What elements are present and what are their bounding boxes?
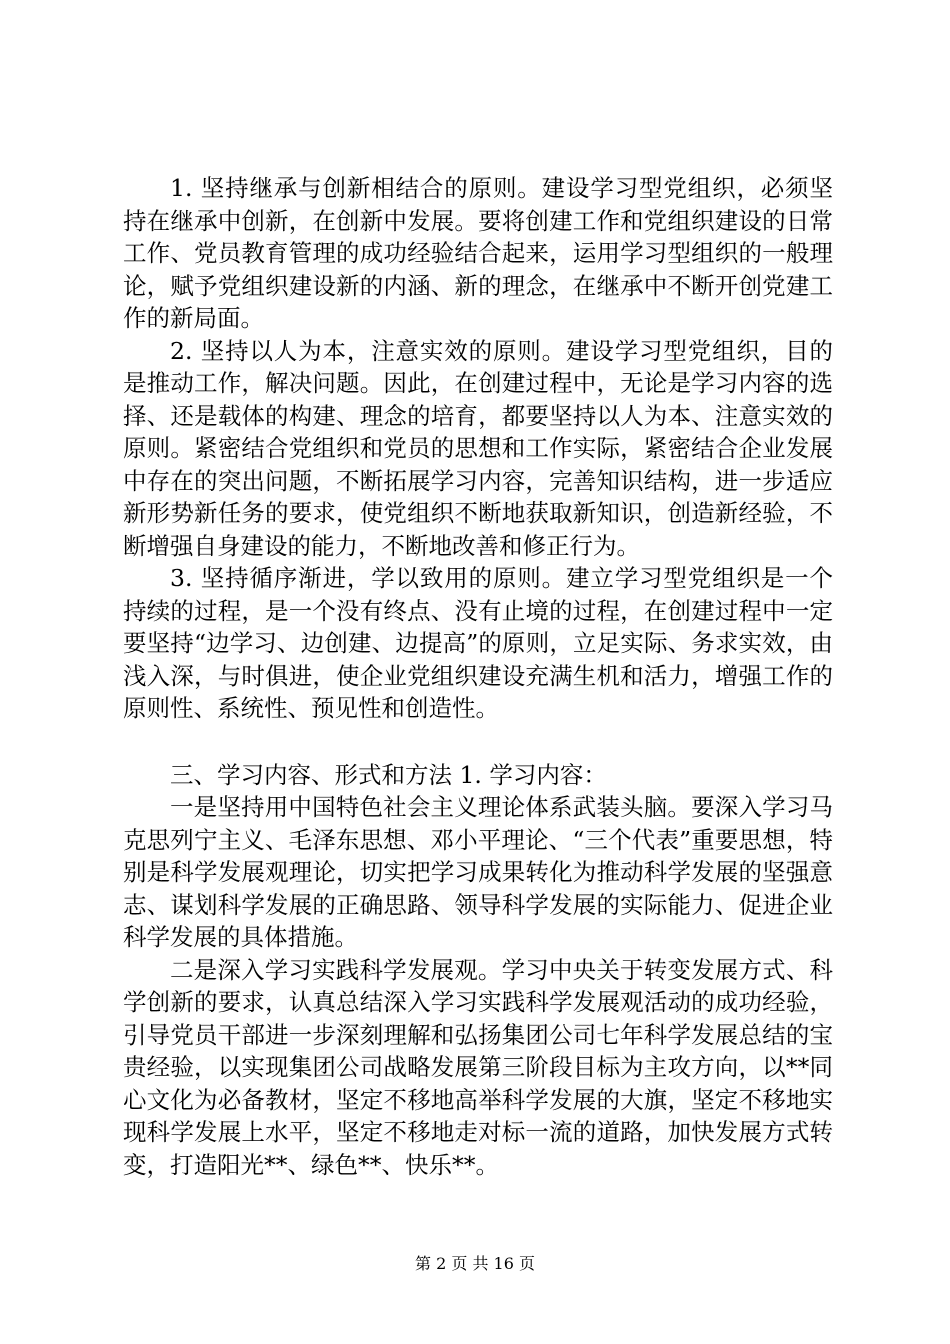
page-number-footer: 第 2 页 共 16 页 — [415, 1254, 535, 1273]
paragraph-content-2: 二是深入学习实践科学发展观。学习中央关于转变发展方式、科学创新的要求，认真总结深入学习实践科学发展观活动的成功经验，引导党员干部进一步深刻理解和弘扬集团公司七年科学发展总结的宝贵经验，以实现集团公司战略发展第三阶段目标为主攻方向，以**同心文化为必备教材，坚定不移地高举科学发展的大旗，坚定不移地实现科学发展上水平，坚定不移地走对标一流的道路，加快发展方式转变，打造阳光**、绿色**、快乐**。 — [123, 955, 833, 1179]
document-body — [123, 172, 833, 1181]
paragraph-principle-2: 2. 坚持以人为本，注意实效的原则。建设学习型党组织，目的是推动工作，解决问题。因此，在创建过程中，无论是学习内容的选择、还是载体的构建、理念的培育，都要坚持以人为本、注意实效的原则。紧密结合党组织和党员的思想和工作实际，紧密结合企业发展中存在的突出问题，不断拓展学习内容，完善知识结构，进一步适应新形势新任务的要求，使党组织不断地获取新知识，创造新经验，不断增强自身建设的能力，不断地改善和修正行为。 — [123, 336, 833, 560]
section-heading-learning-content: 三、学习内容、形式和方法 1. 学习内容： — [170, 760, 607, 789]
paragraph-principle-1: 1. 坚持继承与创新相结合的原则。建设学习型党组织，必须坚持在继承中创新，在创新中发展。要将创建工作和党组织建设的日常工作、党员教育管理的成功经验结合起来，运用学习型组织的一般理论，赋予党组织建设新的内涵、新的理念，在继承中不断开创党建工作的新局面。 — [123, 174, 833, 332]
paragraph-principle-3: 3. 坚持循序渐进，学以致用的原则。建立学习型党组织是一个持续的过程，是一个没有终点、没有止境的过程，在创建过程中一定要坚持“边学习、边创建、边提高”的原则，立足实际、务求实效，由浅入深，与时俱进，使企业党组织建设充满生机和活力，增强工作的原则性、系统性、预见性和创造性。 — [123, 564, 833, 722]
paragraph-content-1: 一是坚持用中国特色社会主义理论体系武装头脑。要深入学习马克思列宁主义、毛泽东思想、邓小平理论、“三个代表”重要思想，特别是科学发展观理论，切实把学习成果转化为推动科学发展的坚强意志、谋划科学发展的正确思路、领导科学发展的实际能力、促进企业科学发展的具体措施。 — [123, 793, 833, 951]
